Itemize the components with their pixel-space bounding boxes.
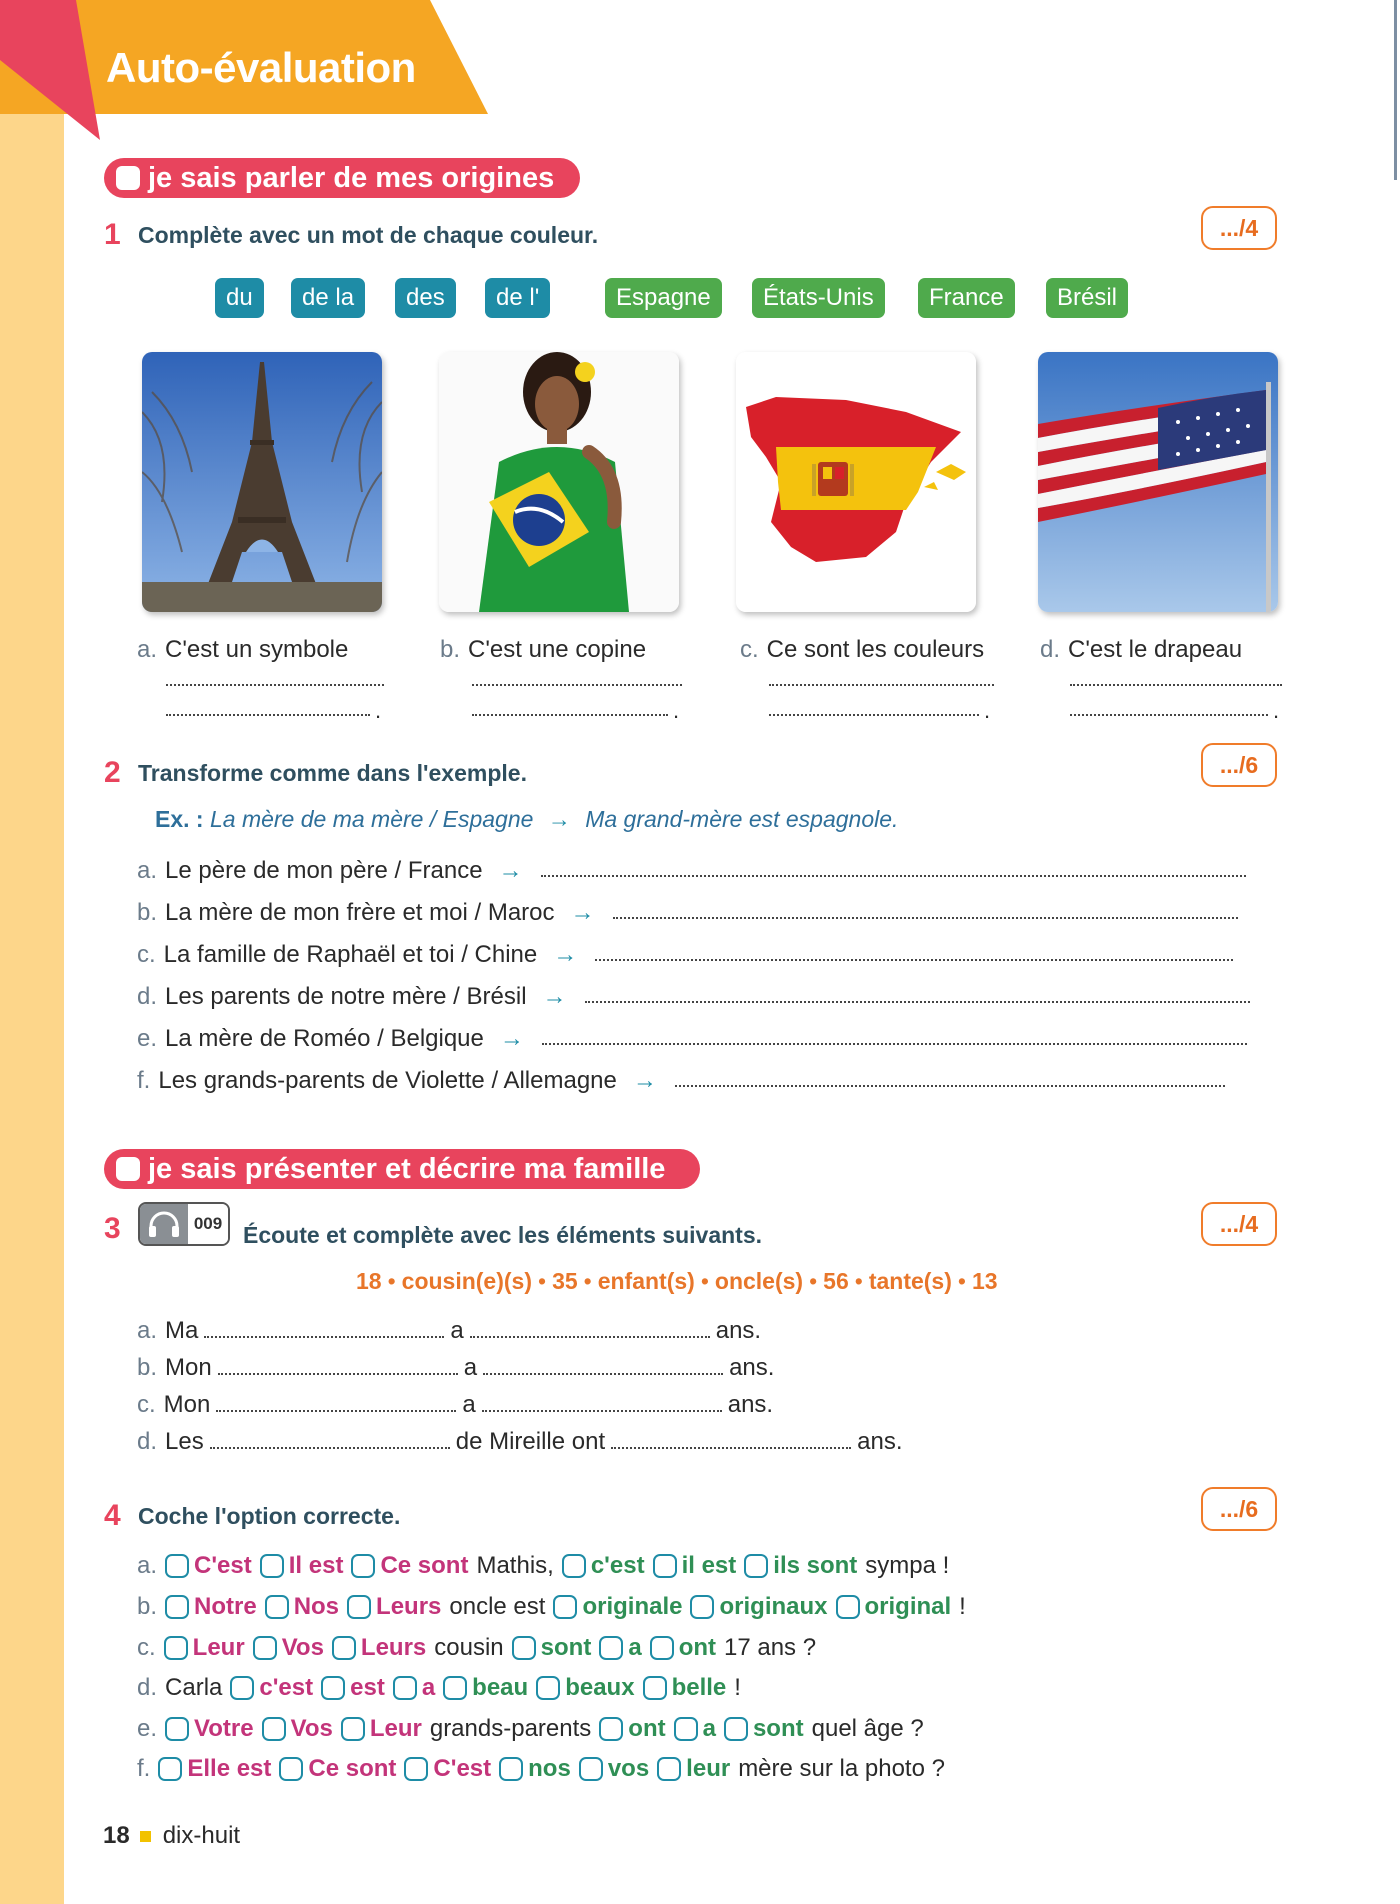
transform-item-d	[137, 983, 1250, 1011]
answer-line[interactable]	[595, 959, 1233, 961]
option-label: est	[350, 1674, 385, 1701]
checkbox-icon[interactable]	[724, 1717, 748, 1741]
exercise-number: 3	[104, 1212, 121, 1245]
answer-line[interactable]	[542, 1043, 1247, 1045]
checkbox-icon[interactable]	[158, 1757, 182, 1781]
checkbox-icon[interactable]	[165, 1595, 189, 1619]
option-checkbox[interactable]	[341, 1715, 422, 1743]
option-label: originale	[582, 1593, 683, 1620]
arrow-icon: →	[542, 983, 567, 1010]
checkbox-icon[interactable]	[230, 1676, 254, 1700]
option-checkbox[interactable]	[321, 1674, 385, 1702]
item-letter: d.	[137, 983, 158, 1010]
option-label: Vos	[281, 1634, 324, 1661]
transform-item-e	[137, 1025, 1247, 1053]
item-letter: a.	[137, 1317, 158, 1344]
option-label: vos	[607, 1755, 650, 1782]
checkbox-icon[interactable]	[579, 1757, 603, 1781]
choice-row-b	[137, 1593, 974, 1621]
answer-line[interactable]	[585, 1001, 1250, 1003]
item-letter: c.	[137, 1391, 156, 1418]
item-middle: a	[462, 1391, 476, 1418]
answer-line[interactable]	[1070, 714, 1268, 716]
chip-du: du	[215, 278, 264, 318]
arrow-icon: →	[553, 941, 578, 968]
option-checkbox[interactable]	[657, 1755, 730, 1783]
item-text: Le père de mon père / France	[165, 857, 483, 884]
caption-b	[440, 636, 646, 664]
answer-line[interactable]	[216, 1410, 456, 1412]
exercise-3-number	[104, 1212, 138, 1246]
item-start: Mon	[165, 1354, 212, 1381]
item-end: ans.	[729, 1354, 775, 1381]
option-label: a	[702, 1715, 716, 1742]
word-item: 56	[823, 1268, 849, 1294]
headphones-icon	[140, 1204, 188, 1244]
option-checkbox[interactable]	[599, 1715, 665, 1743]
section-pill-origines	[104, 158, 580, 198]
side-band	[0, 0, 64, 1904]
checkbox-icon[interactable]	[553, 1595, 577, 1619]
answer-line[interactable]	[472, 714, 668, 716]
option-label: Leurs	[360, 1634, 427, 1661]
period: .	[673, 698, 680, 723]
checkbox-icon[interactable]	[653, 1554, 677, 1578]
word-item: 35	[552, 1268, 578, 1294]
item-letter: a.	[137, 1552, 158, 1579]
page-number-word: dix-huit	[162, 1822, 241, 1849]
arrow-icon: →	[499, 1025, 524, 1052]
checkbox-icon[interactable]	[260, 1554, 284, 1578]
checkbox-icon[interactable]	[744, 1554, 768, 1578]
section-checkbox[interactable]	[116, 166, 140, 190]
option-label: a	[421, 1674, 436, 1701]
chip-etats-unis: États-Unis	[752, 278, 885, 318]
checkbox-icon[interactable]	[599, 1717, 623, 1741]
option-checkbox[interactable]	[653, 1552, 737, 1580]
sentence-text: !	[734, 1674, 741, 1701]
item-text: La famille de Raphaël et toi / Chine	[163, 941, 538, 968]
separator: •	[957, 1268, 966, 1294]
option-label: Vos	[290, 1715, 333, 1742]
option-label: nos	[528, 1755, 571, 1782]
caption-text: C'est une copine	[468, 636, 647, 663]
exercise-instruction: Coche l'option correcte.	[138, 1502, 401, 1529]
word-item: 18	[356, 1268, 382, 1294]
arrow-icon: →	[498, 857, 523, 884]
word-item: tante(s)	[868, 1268, 952, 1294]
item-letter: c.	[740, 636, 759, 663]
option-checkbox[interactable]	[158, 1755, 271, 1783]
arrow-icon: →	[632, 1067, 657, 1094]
photo-eiffel-tower	[142, 352, 382, 612]
option-label: belle	[671, 1674, 727, 1701]
photo-spain-map	[736, 352, 976, 612]
checkbox-icon[interactable]	[536, 1676, 560, 1700]
transform-item-a	[137, 857, 1246, 885]
option-label: Leur	[192, 1634, 245, 1661]
item-middle: a	[450, 1317, 464, 1344]
checkbox-icon[interactable]	[164, 1636, 188, 1660]
option-checkbox[interactable]	[724, 1715, 804, 1743]
option-label: beaux	[565, 1674, 635, 1701]
exercise-instruction: Complète avec un mot de chaque couleur.	[138, 221, 599, 248]
checkbox-icon[interactable]	[279, 1757, 303, 1781]
answer-line[interactable]	[166, 684, 384, 686]
option-checkbox[interactable]	[499, 1755, 571, 1783]
page-footer	[103, 1822, 240, 1850]
checkbox-icon[interactable]	[393, 1676, 417, 1700]
checkbox-icon[interactable]	[599, 1636, 623, 1660]
option-checkbox[interactable]	[230, 1674, 313, 1702]
caption-d	[1040, 636, 1242, 664]
exercise-2-header	[104, 756, 527, 790]
chip-espagne: Espagne	[605, 278, 722, 318]
option-label: Elle est	[187, 1755, 272, 1782]
choice-row-a	[137, 1552, 957, 1580]
item-start: Mon	[163, 1391, 211, 1418]
score-box-2: .../6	[1201, 743, 1277, 787]
page-title: Auto-évaluation	[106, 44, 416, 91]
option-checkbox[interactable]	[579, 1755, 649, 1783]
item-letter: f.	[137, 1755, 151, 1782]
sentence-text: sympa !	[865, 1552, 950, 1579]
option-label: il est	[681, 1552, 737, 1579]
checkbox-icon[interactable]	[321, 1676, 345, 1700]
choice-row-c	[137, 1634, 824, 1662]
chip-de-l: de l'	[485, 278, 550, 318]
section-label: je sais parler de mes origines	[148, 161, 555, 194]
option-checkbox[interactable]	[165, 1593, 257, 1621]
page-number: 18	[103, 1822, 130, 1849]
answer-line[interactable]	[769, 714, 979, 716]
exercise-4-header	[104, 1499, 400, 1533]
answer-line[interactable]	[611, 1447, 851, 1449]
fill-item-d	[137, 1428, 903, 1456]
checkbox-icon[interactable]	[650, 1636, 674, 1660]
checkbox-icon[interactable]	[265, 1595, 289, 1619]
checkbox-icon[interactable]	[253, 1636, 277, 1660]
choice-row-d	[137, 1674, 749, 1702]
checkbox-icon[interactable]	[165, 1554, 189, 1578]
example-label: Ex. :	[155, 806, 204, 832]
answer-line[interactable]	[613, 917, 1238, 919]
item-end: ans.	[727, 1391, 774, 1418]
separator: •	[583, 1268, 592, 1294]
separator: •	[538, 1268, 547, 1294]
arrow-icon: →	[547, 806, 571, 832]
sentence-text: Carla	[165, 1674, 223, 1701]
checkbox-icon[interactable]	[165, 1717, 189, 1741]
item-text: Les grands-parents de Violette / Allemagne	[158, 1067, 617, 1094]
item-letter: e.	[137, 1025, 158, 1052]
chip-de-la: de la	[291, 278, 365, 318]
item-letter: b.	[137, 1593, 158, 1620]
option-checkbox[interactable]	[536, 1674, 634, 1702]
item-middle: de Mireille ont	[455, 1428, 606, 1455]
answer-line[interactable]	[482, 1410, 722, 1412]
checkbox-icon[interactable]	[499, 1757, 523, 1781]
option-checkbox[interactable]	[165, 1715, 254, 1743]
caption-text: Ce sont les couleurs	[766, 636, 985, 663]
answer-line[interactable]	[483, 1373, 723, 1375]
section-checkbox[interactable]	[116, 1157, 140, 1181]
checkbox-icon[interactable]	[347, 1595, 371, 1619]
checkbox-icon[interactable]	[351, 1554, 375, 1578]
transform-item-c	[137, 941, 1233, 969]
option-checkbox[interactable]	[599, 1634, 641, 1662]
checkbox-icon[interactable]	[657, 1757, 681, 1781]
option-label: ils sont	[773, 1552, 858, 1579]
photo-girl-brazil-flag	[439, 352, 679, 612]
option-checkbox[interactable]	[265, 1593, 339, 1621]
option-label: originaux	[719, 1593, 828, 1620]
checkbox-icon[interactable]	[404, 1757, 428, 1781]
option-label: Ce sont	[308, 1755, 397, 1782]
exercise-number: 4	[104, 1499, 121, 1532]
option-checkbox[interactable]	[351, 1552, 468, 1580]
answer-line[interactable]	[166, 714, 370, 716]
option-checkbox[interactable]	[674, 1715, 716, 1743]
item-letter: f.	[137, 1067, 151, 1094]
answer-line[interactable]	[1070, 684, 1282, 686]
word-item: oncle(s)	[714, 1268, 804, 1294]
answer-line[interactable]	[218, 1373, 458, 1375]
section-label: je sais présenter et décrire ma famille	[148, 1152, 666, 1185]
fill-item-c	[137, 1391, 773, 1419]
word-item: enfant(s)	[597, 1268, 695, 1294]
sentence-text: oncle est	[449, 1593, 546, 1620]
checkbox-icon[interactable]	[443, 1676, 467, 1700]
option-label: c'est	[259, 1674, 314, 1701]
option-label: a	[628, 1634, 642, 1661]
item-letter: e.	[137, 1715, 158, 1742]
sentence-text: Mathis,	[476, 1552, 554, 1579]
checkbox-icon[interactable]	[341, 1717, 365, 1741]
exercise-1-header	[104, 218, 598, 252]
option-checkbox[interactable]	[393, 1674, 435, 1702]
period: .	[375, 698, 382, 723]
word-bank	[356, 1268, 998, 1295]
item-text: La mère de Roméo / Belgique	[165, 1025, 484, 1052]
item-letter: b.	[137, 1354, 158, 1381]
chip-france: France	[918, 278, 1015, 318]
exercise-number: 1	[104, 218, 121, 251]
item-letter: a.	[137, 857, 158, 884]
separator: •	[700, 1268, 709, 1294]
item-letter: d.	[137, 1428, 158, 1455]
answer-line[interactable]	[204, 1336, 444, 1338]
transform-item-b	[137, 899, 1238, 927]
example-answer: Ma grand-mère est espagnole.	[585, 806, 899, 832]
word-item: cousin(e)(s)	[401, 1268, 532, 1294]
option-label: original	[864, 1593, 952, 1620]
audio-track-button[interactable]	[138, 1202, 230, 1246]
item-middle: a	[463, 1354, 478, 1381]
option-label: sont	[540, 1634, 592, 1661]
option-checkbox[interactable]	[404, 1755, 491, 1783]
item-letter: a.	[137, 636, 158, 663]
item-letter: c.	[137, 1634, 156, 1661]
arrow-icon: →	[570, 899, 595, 926]
option-label: Leurs	[376, 1593, 442, 1620]
item-text: Les parents de notre mère / Brésil	[165, 983, 527, 1010]
checkbox-icon[interactable]	[836, 1595, 860, 1619]
fill-item-b	[137, 1354, 774, 1382]
item-letter: d.	[137, 1674, 158, 1701]
sentence-text: 17 ans ?	[724, 1634, 817, 1661]
sentence-text: !	[959, 1593, 966, 1620]
sentence-text: mère sur la photo ?	[738, 1755, 945, 1782]
example-line	[155, 806, 898, 833]
choice-row-f	[137, 1755, 953, 1783]
option-label: C'est	[433, 1755, 492, 1782]
item-letter: b.	[440, 636, 461, 663]
option-checkbox[interactable]	[744, 1552, 857, 1580]
word-item: 13	[971, 1268, 998, 1294]
item-start: Les	[165, 1428, 204, 1455]
exercise-instruction: Transforme comme dans l'exemple.	[138, 759, 527, 786]
checkbox-icon[interactable]	[512, 1636, 536, 1660]
section-pill-famille	[104, 1149, 700, 1189]
option-checkbox[interactable]	[553, 1593, 682, 1621]
option-label: Il est	[288, 1552, 344, 1579]
track-number: 009	[188, 1204, 228, 1244]
option-checkbox[interactable]	[690, 1593, 827, 1621]
option-checkbox[interactable]	[332, 1634, 426, 1662]
item-text: La mère de mon frère et moi / Maroc	[165, 899, 555, 926]
example-prompt: La mère de ma mère / Espagne	[209, 806, 534, 832]
item-letter: c.	[137, 941, 156, 968]
caption-c	[740, 636, 984, 664]
chip-des: des	[395, 278, 456, 318]
chip-bresil: Brésil	[1046, 278, 1128, 318]
answer-line[interactable]	[210, 1447, 450, 1449]
option-checkbox[interactable]	[836, 1593, 952, 1621]
checkbox-icon[interactable]	[690, 1595, 714, 1619]
option-label: C'est	[194, 1552, 252, 1579]
option-checkbox[interactable]	[562, 1552, 645, 1580]
caption-text: C'est un symbole	[165, 636, 349, 663]
item-end: ans.	[857, 1428, 903, 1455]
option-checkbox[interactable]	[650, 1634, 716, 1662]
answer-line[interactable]	[472, 684, 682, 686]
period: .	[984, 698, 991, 723]
option-label: ont	[678, 1634, 716, 1661]
option-checkbox[interactable]	[253, 1634, 324, 1662]
option-label: Ce sont	[380, 1552, 469, 1579]
choice-row-e	[137, 1715, 932, 1743]
checkbox-icon[interactable]	[562, 1554, 586, 1578]
item-letter: b.	[137, 899, 158, 926]
answer-line[interactable]	[470, 1336, 710, 1338]
period: .	[1273, 698, 1280, 723]
answer-line[interactable]	[769, 684, 994, 686]
option-checkbox[interactable]	[643, 1674, 727, 1702]
checkbox-icon[interactable]	[262, 1717, 286, 1741]
option-label: ont	[628, 1715, 666, 1742]
transform-item-f	[137, 1067, 1225, 1095]
sentence-text: quel âge ?	[811, 1715, 924, 1742]
caption-a	[137, 636, 348, 664]
separator: •	[809, 1268, 818, 1294]
option-label: Votre	[194, 1715, 254, 1742]
exercise-number: 2	[104, 756, 121, 789]
option-label: sont	[752, 1715, 804, 1742]
option-checkbox[interactable]	[260, 1552, 344, 1580]
answer-line[interactable]	[541, 875, 1246, 877]
sentence-text: grands-parents	[429, 1715, 592, 1742]
separator: •	[387, 1268, 396, 1294]
checkbox-icon[interactable]	[332, 1636, 356, 1660]
score-box-3: .../4	[1201, 1202, 1277, 1246]
option-checkbox[interactable]	[443, 1674, 528, 1702]
item-end: ans.	[715, 1317, 762, 1344]
exercise-instruction: Écoute et complète avec les éléments suivants.	[243, 1222, 763, 1248]
option-checkbox[interactable]	[512, 1634, 592, 1662]
option-checkbox[interactable]	[279, 1755, 396, 1783]
fill-item-a	[137, 1317, 761, 1345]
option-label: leur	[686, 1755, 731, 1782]
item-start: Ma	[165, 1317, 199, 1344]
option-label: Nos	[293, 1593, 340, 1620]
caption-text: C'est le drapeau	[1068, 636, 1243, 663]
option-label: c'est	[590, 1552, 645, 1579]
square-icon	[140, 1831, 151, 1842]
score-box-1: .../4	[1201, 206, 1277, 250]
score-box-4: .../6	[1201, 1487, 1277, 1531]
checkbox-icon[interactable]	[674, 1717, 698, 1741]
separator: •	[854, 1268, 863, 1294]
option-label: Leur	[369, 1715, 422, 1742]
option-checkbox[interactable]	[164, 1634, 245, 1662]
option-label: beau	[472, 1674, 529, 1701]
answer-line[interactable]	[675, 1085, 1225, 1087]
item-letter: d.	[1040, 636, 1061, 663]
option-label: Notre	[194, 1593, 257, 1620]
sentence-text: cousin	[434, 1634, 504, 1661]
option-checkbox[interactable]	[347, 1593, 441, 1621]
option-checkbox[interactable]	[165, 1552, 252, 1580]
photo-usa-flag	[1038, 352, 1278, 612]
option-checkbox[interactable]	[262, 1715, 333, 1743]
checkbox-icon[interactable]	[643, 1676, 667, 1700]
